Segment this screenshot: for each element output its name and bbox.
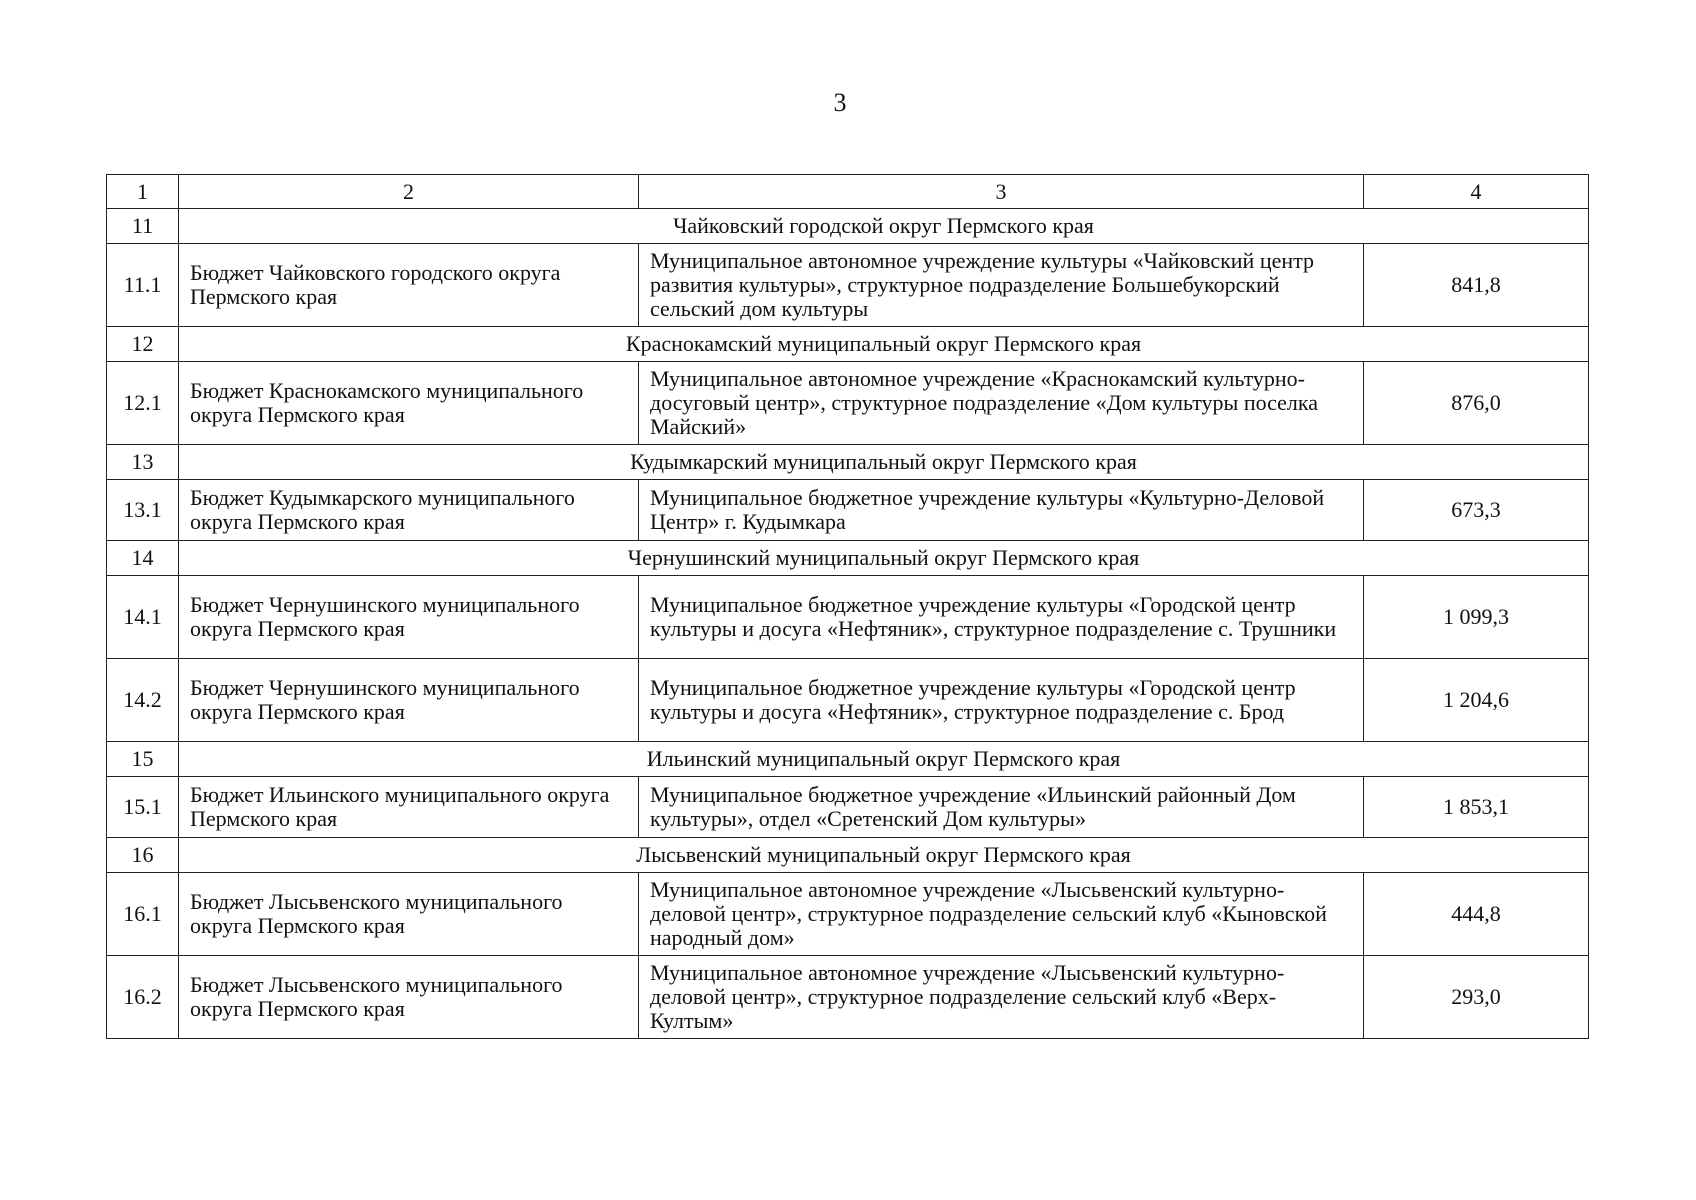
group-row [107, 742, 1589, 777]
group-row [107, 209, 1589, 244]
institution-cell: Муниципальное бюджетное учреждение культуры «Городской центр культуры и досуга «Нефтяник», структурное подразделение с. Брод [639, 659, 1364, 742]
amount-cell: 673,3 [1364, 480, 1589, 541]
group-name: Кудымкарский муниципальный округ Пермского края [179, 445, 1589, 480]
row-number: 16.1 [107, 873, 179, 956]
row-number: 14.1 [107, 576, 179, 659]
table-row [107, 956, 1589, 1039]
group-row [107, 327, 1589, 362]
institution-cell: Муниципальное автономное учреждение культуры «Чайковский центр развития культуры», структурное подразделение Большебукорский сельский дом культуры [639, 244, 1364, 327]
group-name: Чайковский городской округ Пермского края [179, 209, 1589, 244]
budget-cell: Бюджет Лысьвенского муниципального округа Пермского края [179, 956, 639, 1039]
budget-cell: Бюджет Краснокамского муниципального округа Пермского края [179, 362, 639, 445]
table-header-row [107, 175, 1589, 209]
header-cell: 1 [107, 175, 179, 209]
group-number: 11 [107, 209, 179, 244]
header-cell: 2 [179, 175, 639, 209]
group-number: 14 [107, 541, 179, 576]
row-number: 11.1 [107, 244, 179, 327]
table-row [107, 873, 1589, 956]
amount-cell: 1 853,1 [1364, 777, 1589, 838]
row-number: 16.2 [107, 956, 179, 1039]
group-row [107, 838, 1589, 873]
group-row [107, 445, 1589, 480]
budget-cell: Бюджет Кудымкарского муниципального округа Пермского края [179, 480, 639, 541]
table-row [107, 244, 1589, 327]
institution-cell: Муниципальное бюджетное учреждение культуры «Городской центр культуры и досуга «Нефтяник», структурное подразделение с. Трушники [639, 576, 1364, 659]
header-cell: 4 [1364, 175, 1589, 209]
table-row [107, 576, 1589, 659]
group-row [107, 541, 1589, 576]
row-number: 14.2 [107, 659, 179, 742]
row-number: 13.1 [107, 480, 179, 541]
amount-cell: 841,8 [1364, 244, 1589, 327]
header-cell: 3 [639, 175, 1364, 209]
table-row [107, 362, 1589, 445]
budget-cell: Бюджет Чернушинского муниципального округа Пермского края [179, 659, 639, 742]
budget-cell: Бюджет Чайковского городского округа Пермского края [179, 244, 639, 327]
allocation-table [106, 174, 1589, 1039]
institution-cell: Муниципальное автономное учреждение «Краснокамский культурно-досуговый центр», структурное подразделение «Дом культуры поселка Майский» [639, 362, 1364, 445]
institution-cell: Муниципальное автономное учреждение «Лысьвенский культурно-деловой центр», структурное подразделение сельский клуб «Верх-Култым» [639, 956, 1364, 1039]
amount-cell: 293,0 [1364, 956, 1589, 1039]
group-number: 12 [107, 327, 179, 362]
group-name: Ильинский муниципальный округ Пермского края [179, 742, 1589, 777]
institution-cell: Муниципальное бюджетное учреждение культуры «Культурно-Деловой Центр» г. Кудымкара [639, 480, 1364, 541]
institution-cell: Муниципальное автономное учреждение «Лысьвенский культурно-деловой центр», структурное подразделение сельский клуб «Кыновской народный дом» [639, 873, 1364, 956]
row-number: 12.1 [107, 362, 179, 445]
group-number: 13 [107, 445, 179, 480]
institution-cell: Муниципальное бюджетное учреждение «Ильинский районный Дом культуры», отдел «Сретенский Дом культуры» [639, 777, 1364, 838]
amount-cell: 876,0 [1364, 362, 1589, 445]
amount-cell: 1 099,3 [1364, 576, 1589, 659]
budget-cell: Бюджет Чернушинского муниципального округа Пермского края [179, 576, 639, 659]
group-name: Лысьвенский муниципальный округ Пермского края [179, 838, 1589, 873]
group-number: 16 [107, 838, 179, 873]
group-name: Чернушинский муниципальный округ Пермского края [179, 541, 1589, 576]
table-row [107, 777, 1589, 838]
page-number: 3 [833, 88, 847, 117]
table-row [107, 659, 1589, 742]
group-name: Краснокамский муниципальный округ Пермского края [179, 327, 1589, 362]
budget-cell: Бюджет Ильинского муниципального округа Пермского края [179, 777, 639, 838]
amount-cell: 1 204,6 [1364, 659, 1589, 742]
amount-cell: 444,8 [1364, 873, 1589, 956]
row-number: 15.1 [107, 777, 179, 838]
budget-cell: Бюджет Лысьвенского муниципального округа Пермского края [179, 873, 639, 956]
group-number: 15 [107, 742, 179, 777]
table-row [107, 480, 1589, 541]
